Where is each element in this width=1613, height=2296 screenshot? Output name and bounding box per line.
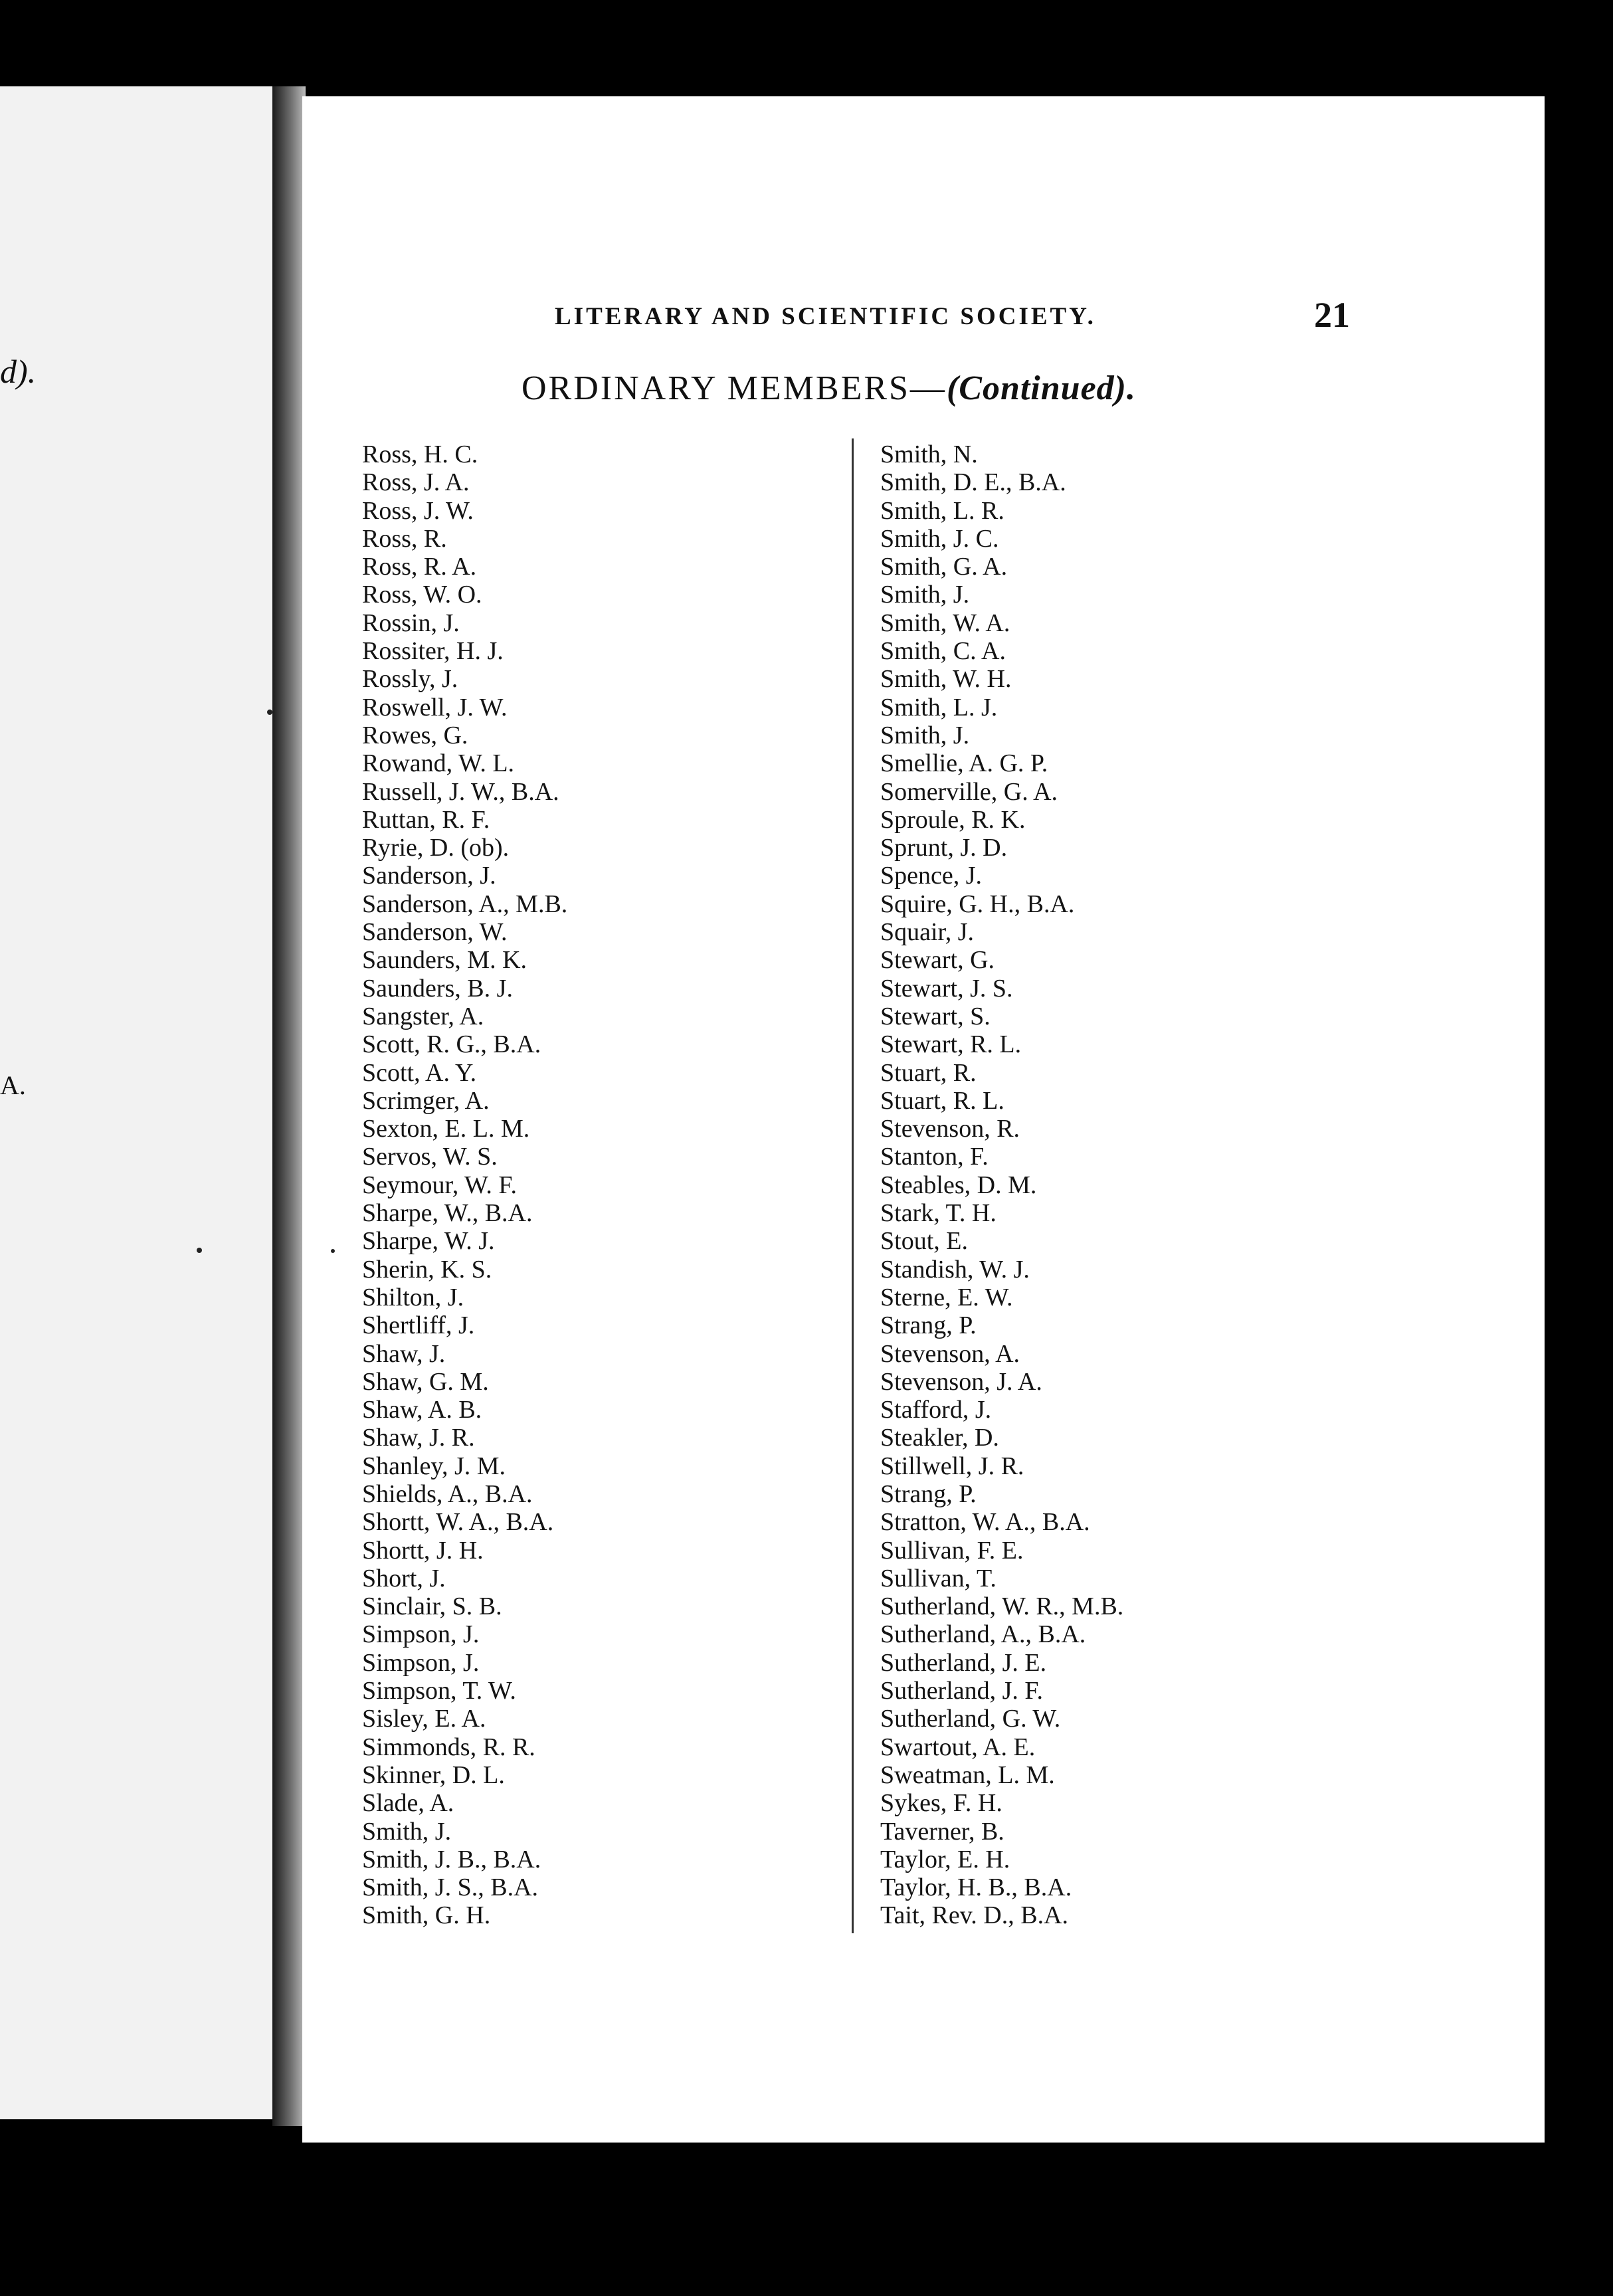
member-entry: Sharpe, W. J.: [362, 1227, 495, 1256]
scan-speck: [197, 1248, 202, 1253]
member-entry: Ross, H. C.: [362, 440, 478, 468]
member-entry: Saunders, M. K.: [362, 946, 527, 975]
member-entry: Sutherland, G. W.: [880, 1705, 1061, 1733]
member-entry: Ross, R. A.: [362, 553, 477, 581]
member-entry: Sproule, R. K.: [880, 805, 1026, 834]
member-entry: Slade, A.: [362, 1789, 454, 1818]
member-entry: Smellie, A. G. P.: [880, 749, 1048, 778]
member-entry: Sherin, K. S.: [362, 1255, 492, 1284]
page-number: 21: [1314, 295, 1350, 335]
member-entry: Somerville, G. A.: [880, 777, 1058, 806]
member-entry: Ruttan, R. F.: [362, 805, 490, 834]
member-entry: Simmonds, R. R.: [362, 1733, 535, 1761]
member-entry: Smith, L. R.: [880, 496, 1004, 525]
member-entry: Sharpe, W., B.A.: [362, 1199, 533, 1228]
member-entry: Sutherland, A., B.A.: [880, 1620, 1086, 1649]
member-entry: Stewart, G.: [880, 946, 995, 975]
scan-speck: [331, 1249, 335, 1253]
member-entry: Stuart, R. L.: [880, 1086, 1004, 1115]
member-entry: Sweatman, L. M.: [880, 1761, 1055, 1789]
member-entry: Shaw, J. R.: [362, 1424, 475, 1452]
members-column-right: [880, 440, 1123, 1930]
member-entry: Simpson, J.: [362, 1620, 480, 1649]
member-entry: Stratton, W. A., B.A.: [880, 1508, 1090, 1537]
member-entry: Sullivan, T.: [880, 1564, 996, 1592]
member-entry: Taylor, E. H.: [880, 1845, 1010, 1873]
member-entry: Smith, W. H.: [880, 665, 1012, 694]
member-entry: Seymour, W. F.: [362, 1171, 517, 1199]
member-entry: Sutherland, W. R., M.B.: [880, 1592, 1124, 1621]
member-entry: Sykes, F. H.: [880, 1789, 1002, 1818]
member-entry: Sisley, E. A.: [362, 1705, 486, 1733]
member-entry: Strang, P.: [880, 1480, 977, 1508]
member-entry: Steables, D. M.: [880, 1171, 1037, 1199]
member-entry: Rowand, W. L.: [362, 749, 515, 778]
member-entry: Rossiter, H. J.: [362, 637, 504, 666]
member-entry: Saunders, B. J.: [362, 974, 513, 1003]
member-entry: Shaw, G. M.: [362, 1367, 489, 1396]
member-entry: Smith, J.: [362, 1817, 452, 1846]
member-entry: Stewart, J. S.: [880, 974, 1013, 1003]
member-entry: Smith, J. S., B.A.: [362, 1873, 539, 1902]
member-entry: Shanley, J. M.: [362, 1452, 506, 1480]
member-entry: Rossin, J.: [362, 609, 460, 637]
section-title-main: ORDINARY MEMBERS—: [522, 369, 947, 407]
member-entry: Scott, A. Y.: [362, 1058, 477, 1087]
member-entry: Short, J.: [362, 1564, 446, 1592]
member-entry: Servos, W. S.: [362, 1143, 498, 1171]
running-head: LITERARY AND SCIENTIFIC SOCIETY.: [555, 303, 1096, 330]
member-entry: Smith, J. B., B.A.: [362, 1845, 541, 1873]
member-entry: Smith, N.: [880, 440, 978, 468]
member-entry: Squire, G. H., B.A.: [880, 890, 1075, 918]
member-entry: Sutherland, J. F.: [880, 1677, 1044, 1705]
member-entry: Rowes, G.: [362, 721, 468, 749]
member-entry: Sanderson, W.: [362, 918, 508, 947]
member-entry: Sullivan, F. E.: [880, 1536, 1024, 1565]
member-entry: Ross, J. A.: [362, 468, 470, 497]
member-entry: Stevenson, J. A.: [880, 1367, 1042, 1396]
member-entry: Stewart, R. L.: [880, 1030, 1022, 1059]
member-entry: Smith, J. C.: [880, 524, 999, 553]
left-page-fragment: A.: [0, 1070, 26, 1100]
member-entry: Sangster, A.: [362, 1002, 484, 1030]
member-entry: Shortt, J. H.: [362, 1536, 484, 1565]
member-entry: Shaw, J.: [362, 1339, 446, 1368]
member-entry: Roswell, J. W.: [362, 693, 508, 721]
member-entry: Taylor, H. B., B.A.: [880, 1873, 1072, 1902]
member-entry: Stillwell, J. R.: [880, 1452, 1024, 1480]
member-entry: Sprunt, J. D.: [880, 834, 1008, 862]
member-entry: Shields, A., B.A.: [362, 1480, 533, 1508]
member-entry: Ryrie, D. (ob).: [362, 834, 510, 862]
member-entry: Stevenson, A.: [880, 1339, 1020, 1368]
member-entry: Sanderson, A., M.B.: [362, 890, 568, 918]
member-entry: Sanderson, J.: [362, 862, 496, 890]
member-entry: Standish, W. J.: [880, 1255, 1030, 1284]
member-entry: Sinclair, S. B.: [362, 1592, 502, 1621]
member-entry: Smith, G. A.: [880, 553, 1008, 581]
member-entry: Simpson, J.: [362, 1648, 480, 1677]
member-entry: Smith, L. J.: [880, 693, 998, 721]
member-entry: Stout, E.: [880, 1227, 968, 1256]
member-entry: Squair, J.: [880, 918, 974, 947]
member-entry: Simpson, T. W.: [362, 1677, 516, 1705]
column-divider: [852, 438, 854, 1933]
member-entry: Stuart, R.: [880, 1058, 977, 1087]
member-entry: Smith, W. A.: [880, 609, 1010, 637]
member-entry: Ross, J. W.: [362, 496, 474, 525]
member-entry: Rossly, J.: [362, 665, 458, 694]
member-entry: Sterne, E. W.: [880, 1283, 1013, 1311]
member-entry: Smith, J.: [880, 721, 970, 749]
member-entry: Russell, J. W., B.A.: [362, 777, 559, 806]
member-entry: Smith, C. A.: [880, 637, 1006, 666]
member-entry: Shaw, A. B.: [362, 1396, 482, 1424]
member-entry: Sutherland, J. E.: [880, 1648, 1047, 1677]
member-entry: Shertliff, J.: [362, 1311, 475, 1340]
scan-speck: [267, 710, 272, 715]
member-entry: Smith, J.: [880, 581, 970, 609]
member-entry: Tait, Rev. D., B.A.: [880, 1901, 1069, 1930]
member-entry: Stark, T. H.: [880, 1199, 996, 1228]
member-entry: Stevenson, R.: [880, 1115, 1020, 1143]
member-entry: Skinner, D. L.: [362, 1761, 505, 1789]
left-page: [0, 86, 272, 2119]
member-entry: Shilton, J.: [362, 1283, 464, 1311]
member-entry: Scrimger, A.: [362, 1086, 490, 1115]
member-entry: Smith, G. H.: [362, 1901, 491, 1930]
section-title: [522, 369, 1136, 408]
member-entry: Smith, D. E., B.A.: [880, 468, 1066, 497]
member-entry: Shortt, W. A., B.A.: [362, 1508, 554, 1537]
member-entry: Stafford, J.: [880, 1396, 992, 1424]
left-page-fragment: d).: [0, 353, 37, 390]
member-entry: Swartout, A. E.: [880, 1733, 1036, 1761]
member-entry: Stanton, F.: [880, 1143, 989, 1171]
section-title-continued: (Continued).: [946, 369, 1136, 407]
member-entry: Spence, J.: [880, 862, 983, 890]
member-entry: Scott, R. G., B.A.: [362, 1030, 541, 1059]
member-entry: Sexton, E. L. M.: [362, 1115, 530, 1143]
member-entry: Strang, P.: [880, 1311, 977, 1340]
member-entry: Ross, W. O.: [362, 581, 482, 609]
book-gutter: [272, 86, 306, 2126]
member-entry: Taverner, B.: [880, 1817, 1004, 1846]
members-column-left: [362, 440, 567, 1930]
member-entry: Ross, R.: [362, 524, 447, 553]
member-entry: Steakler, D.: [880, 1424, 999, 1452]
member-entry: Stewart, S.: [880, 1002, 991, 1030]
